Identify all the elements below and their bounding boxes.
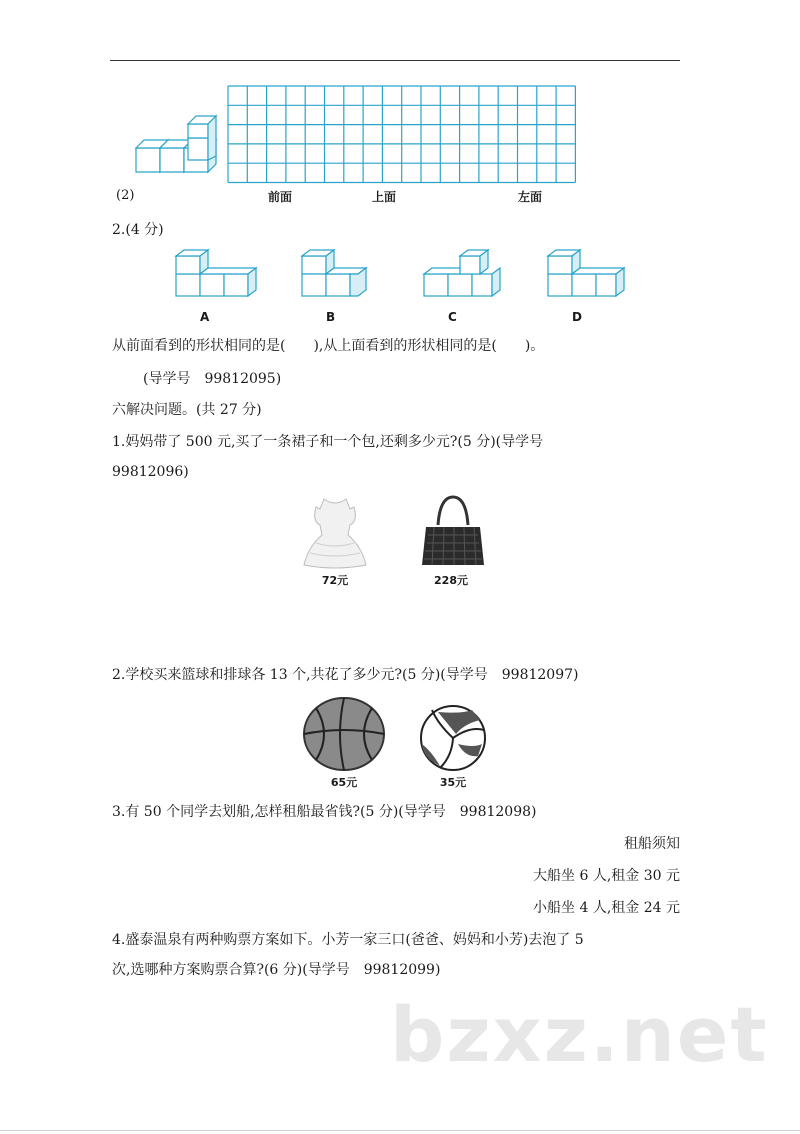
option-label-a: A [200, 310, 210, 324]
option-label-d: D [572, 310, 582, 324]
option-c-cubes [424, 250, 500, 296]
sub-question-label: (2) [116, 188, 135, 203]
option-b-cubes [302, 250, 366, 296]
watermark: bzxz.net [390, 990, 769, 1079]
view-label-front: 前面 [268, 190, 293, 204]
problem-1-line2: 99812096) [112, 464, 189, 480]
problem-1-line1: 1.妈妈带了 500 元,买了一条裙子和一个包,还剩多少元?(5 分)(导学号 [112, 434, 544, 450]
cube-grid-figure [130, 80, 590, 190]
cube-options-figure [170, 244, 630, 304]
problem-3-text: 3.有 50 个同学去划船,怎样租船最省钱?(5 分)(导学号 99812098) [112, 804, 537, 820]
option-a-cubes [176, 250, 256, 296]
basketball-image [302, 696, 386, 772]
drawing-grid [228, 86, 575, 183]
question-2-text: 从前面看到的形状相同的是( ),从上面看到的形状相同的是( )。 [112, 338, 545, 354]
boat-notice-title: 租船须知 [624, 836, 680, 852]
top-divider [110, 60, 680, 61]
boat-notice-small: 小船坐 4 人,租金 24 元 [533, 900, 680, 916]
view-label-top: 上面 [372, 190, 397, 204]
handbag-image [418, 495, 488, 570]
boat-notice-big: 大船坐 6 人,租金 30 元 [533, 868, 680, 884]
basketball-price: 65元 [330, 776, 358, 789]
problem-4-line2: 次,选哪种方案购票合算?(6 分)(导学号 99812099) [112, 962, 441, 978]
volleyball-image [418, 704, 488, 772]
volleyball-price: 35元 [439, 776, 467, 789]
question-2-header: 2.(4 分) [112, 222, 164, 238]
problem-4-line1: 4.盛泰温泉有两种购票方案如下。小芳一家三口(爸爸、妈妈和小芳)去泡了 5 [112, 932, 584, 948]
problem-2-text: 2.学校买来篮球和排球各 13 个,共花了多少元?(5 分)(导学号 99812097) [112, 667, 579, 683]
cube-stack-figure [136, 116, 216, 172]
option-label-c: C [448, 310, 457, 324]
dress-price: 72元 [321, 574, 349, 587]
option-label-b: B [326, 310, 336, 324]
handbag-price: 228元 [434, 574, 468, 587]
view-label-left: 左面 [518, 190, 543, 204]
section-6-title: 六解决问题。(共 27 分) [112, 402, 262, 418]
question-2-ref: (导学号 99812095) [143, 371, 282, 387]
dress-image [300, 495, 370, 570]
page-bottom-edge [0, 1130, 800, 1131]
option-d-cubes [548, 250, 624, 296]
